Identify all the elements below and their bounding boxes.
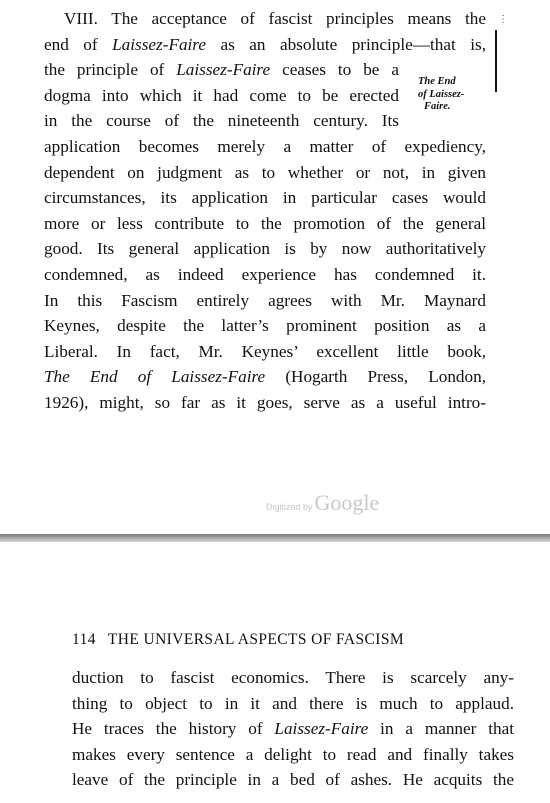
text-line: thing to object to in it and there is much to applaud. [72,693,514,713]
text-line [44,57,399,83]
text-run: (Hogarth Press, London, [265,367,486,387]
text-line: good. Its general application is by now authoritatively [44,239,486,259]
text-line: Liberal. In fact, Mr. Keynes’ excellent little book, [44,341,486,361]
text-run: end of [44,34,113,54]
page-number: 114 [72,631,96,648]
text-line [72,716,514,742]
text-line: circumstances, its application in particular cases would [44,188,486,208]
italic-run: Laissez-Faire [112,34,206,54]
text-line: leave of the principle in a bed of ashes. He acquits the [72,770,514,790]
text-line: VIII. The acceptance of fascist principles means the [64,9,486,28]
page-divider [0,534,550,542]
sidenote-line: Faire. [424,101,451,112]
text-line: duction to fascist economics. There is scarcely any- [72,668,514,687]
google-watermark [266,490,379,516]
watermark-logo: Google [314,490,380,515]
margin-dots: ⋮ [498,14,508,25]
text-line [44,32,486,58]
sidenote-line: of Laissez- [418,88,465,100]
italic-run: Laissez-Faire [274,719,369,739]
text-line: makes every sentence a delight to read and finally takes [72,744,514,764]
text-run: as an absolute principle—that is, [206,34,486,54]
text-run: in a manner that [368,719,514,739]
text-line: 1926), might, so far as it goes, serve as a useful intro- [44,392,486,412]
running-head [72,631,404,649]
text-line: in the course of the nineteenth century. Its [44,111,399,131]
text-line: application becomes merely a matter of expediency, [44,136,486,156]
text-line [44,364,486,390]
watermark-small-text: Digitized by [266,502,313,512]
upper-text-block [44,6,486,416]
text-run: ceases to be a [270,60,399,80]
text-line: more or less contribute to the promotion of the general [44,213,486,233]
text-run: He traces the history of [72,719,275,739]
text-run: the principle of [44,60,177,80]
lower-text-block [72,665,514,793]
text-line: In this Fascism entirely agrees with Mr. Maynard [44,290,486,310]
sidenote-line: The End [418,76,456,87]
margin-mark [495,30,497,92]
running-head-title: THE UNIVERSAL ASPECTS OF FASCISM [107,631,405,648]
text-line: dogma into which it had come to be erected [44,85,399,105]
italic-run: The End of Laissez-Faire [44,367,266,387]
italic-run: Laissez-Faire [176,60,271,80]
text-line: condemned, as indeed experience has condemned it. [44,264,486,284]
margin-sidenote [418,76,488,114]
text-line: Keynes, despite the latter’s prominent position as a [44,316,486,336]
text-line: dependent on judgment as to whether or not, in given [44,162,486,182]
lower-page [0,542,550,803]
